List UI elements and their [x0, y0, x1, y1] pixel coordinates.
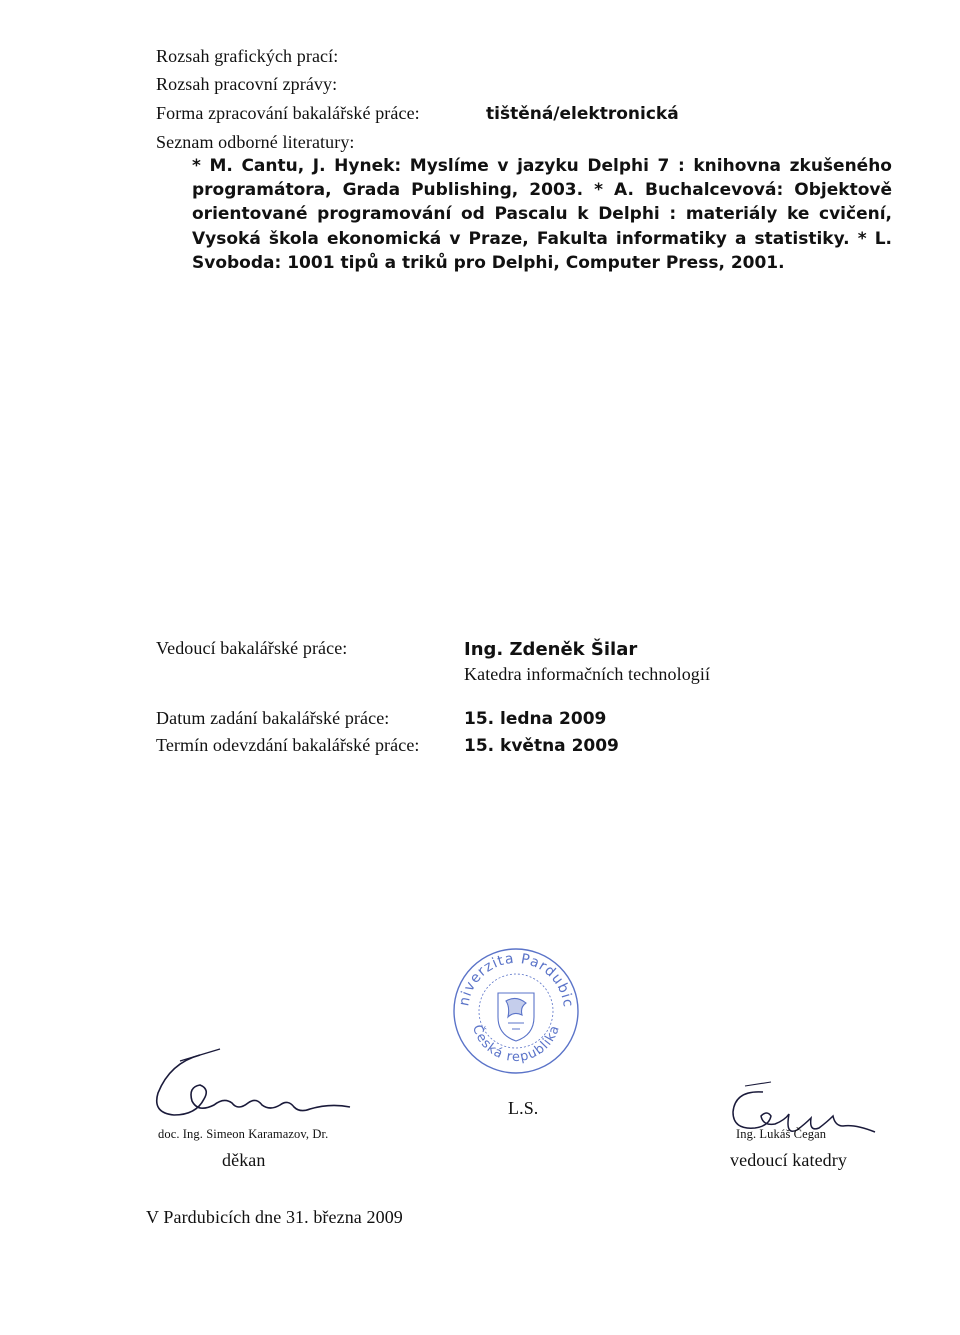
- graphics-scope-label: Rozsah grafických prací:: [156, 46, 339, 66]
- assigned-date-label: Datum zadání bakalářské práce:: [156, 708, 390, 728]
- university-stamp: [444, 933, 582, 1077]
- due-date-label: Termín odevzdání bakalářské práce:: [156, 735, 420, 755]
- form-value: tištěná/elektronická: [486, 104, 679, 124]
- stamp-outer-text: Univerzita Pardubice: [444, 933, 576, 1009]
- dean-name: doc. Ing. Simeon Karamazov, Dr.: [158, 1127, 329, 1141]
- coat-of-arms-icon: [498, 993, 534, 1041]
- literature-list: * M. Cantu, J. Hynek: Myslíme v jazyku Delphi 7 : knihovna zkušeného programátora, Grada Publishing, 2003. * A. Buchalcevová: Objektově orientované programování od Pascalu k Delphi : materiály ke cvičení, Vysoká škola ekonomická v Praze, Fakulta informatiky a statistiky. * L. Svoboda: 1001 tipů a triků pro Delphi, Computer Press, 2001.: [192, 156, 892, 273]
- dean-signature: [140, 1045, 360, 1125]
- svg-text:Univerzita Pardubice: [444, 933, 576, 1009]
- supervisor-label: Vedoucí bakalářské práce:: [156, 638, 348, 658]
- supervisor-name: Ing. Zdeněk Šilar: [464, 639, 638, 660]
- literature-label: Seznam odborné literatury:: [156, 132, 355, 152]
- ls-mark: L.S.: [508, 1098, 539, 1118]
- supervisor-department: Katedra informačních technologií: [464, 664, 711, 684]
- place-date: V Pardubicích dne 31. března 2009: [146, 1207, 403, 1227]
- assigned-date-value: 15. ledna 2009: [464, 709, 607, 729]
- dean-role: děkan: [222, 1150, 266, 1170]
- report-scope-label: Rozsah pracovní zprávy:: [156, 74, 338, 94]
- head-name: Ing. Lukáš Čegan: [736, 1127, 827, 1141]
- stamp-inner-text: Česká republika: [469, 1023, 563, 1066]
- head-role: vedoucí katedry: [730, 1150, 847, 1170]
- form-label: Forma zpracování bakalářské práce:: [156, 103, 420, 123]
- due-date-value: 15. května 2009: [464, 736, 619, 756]
